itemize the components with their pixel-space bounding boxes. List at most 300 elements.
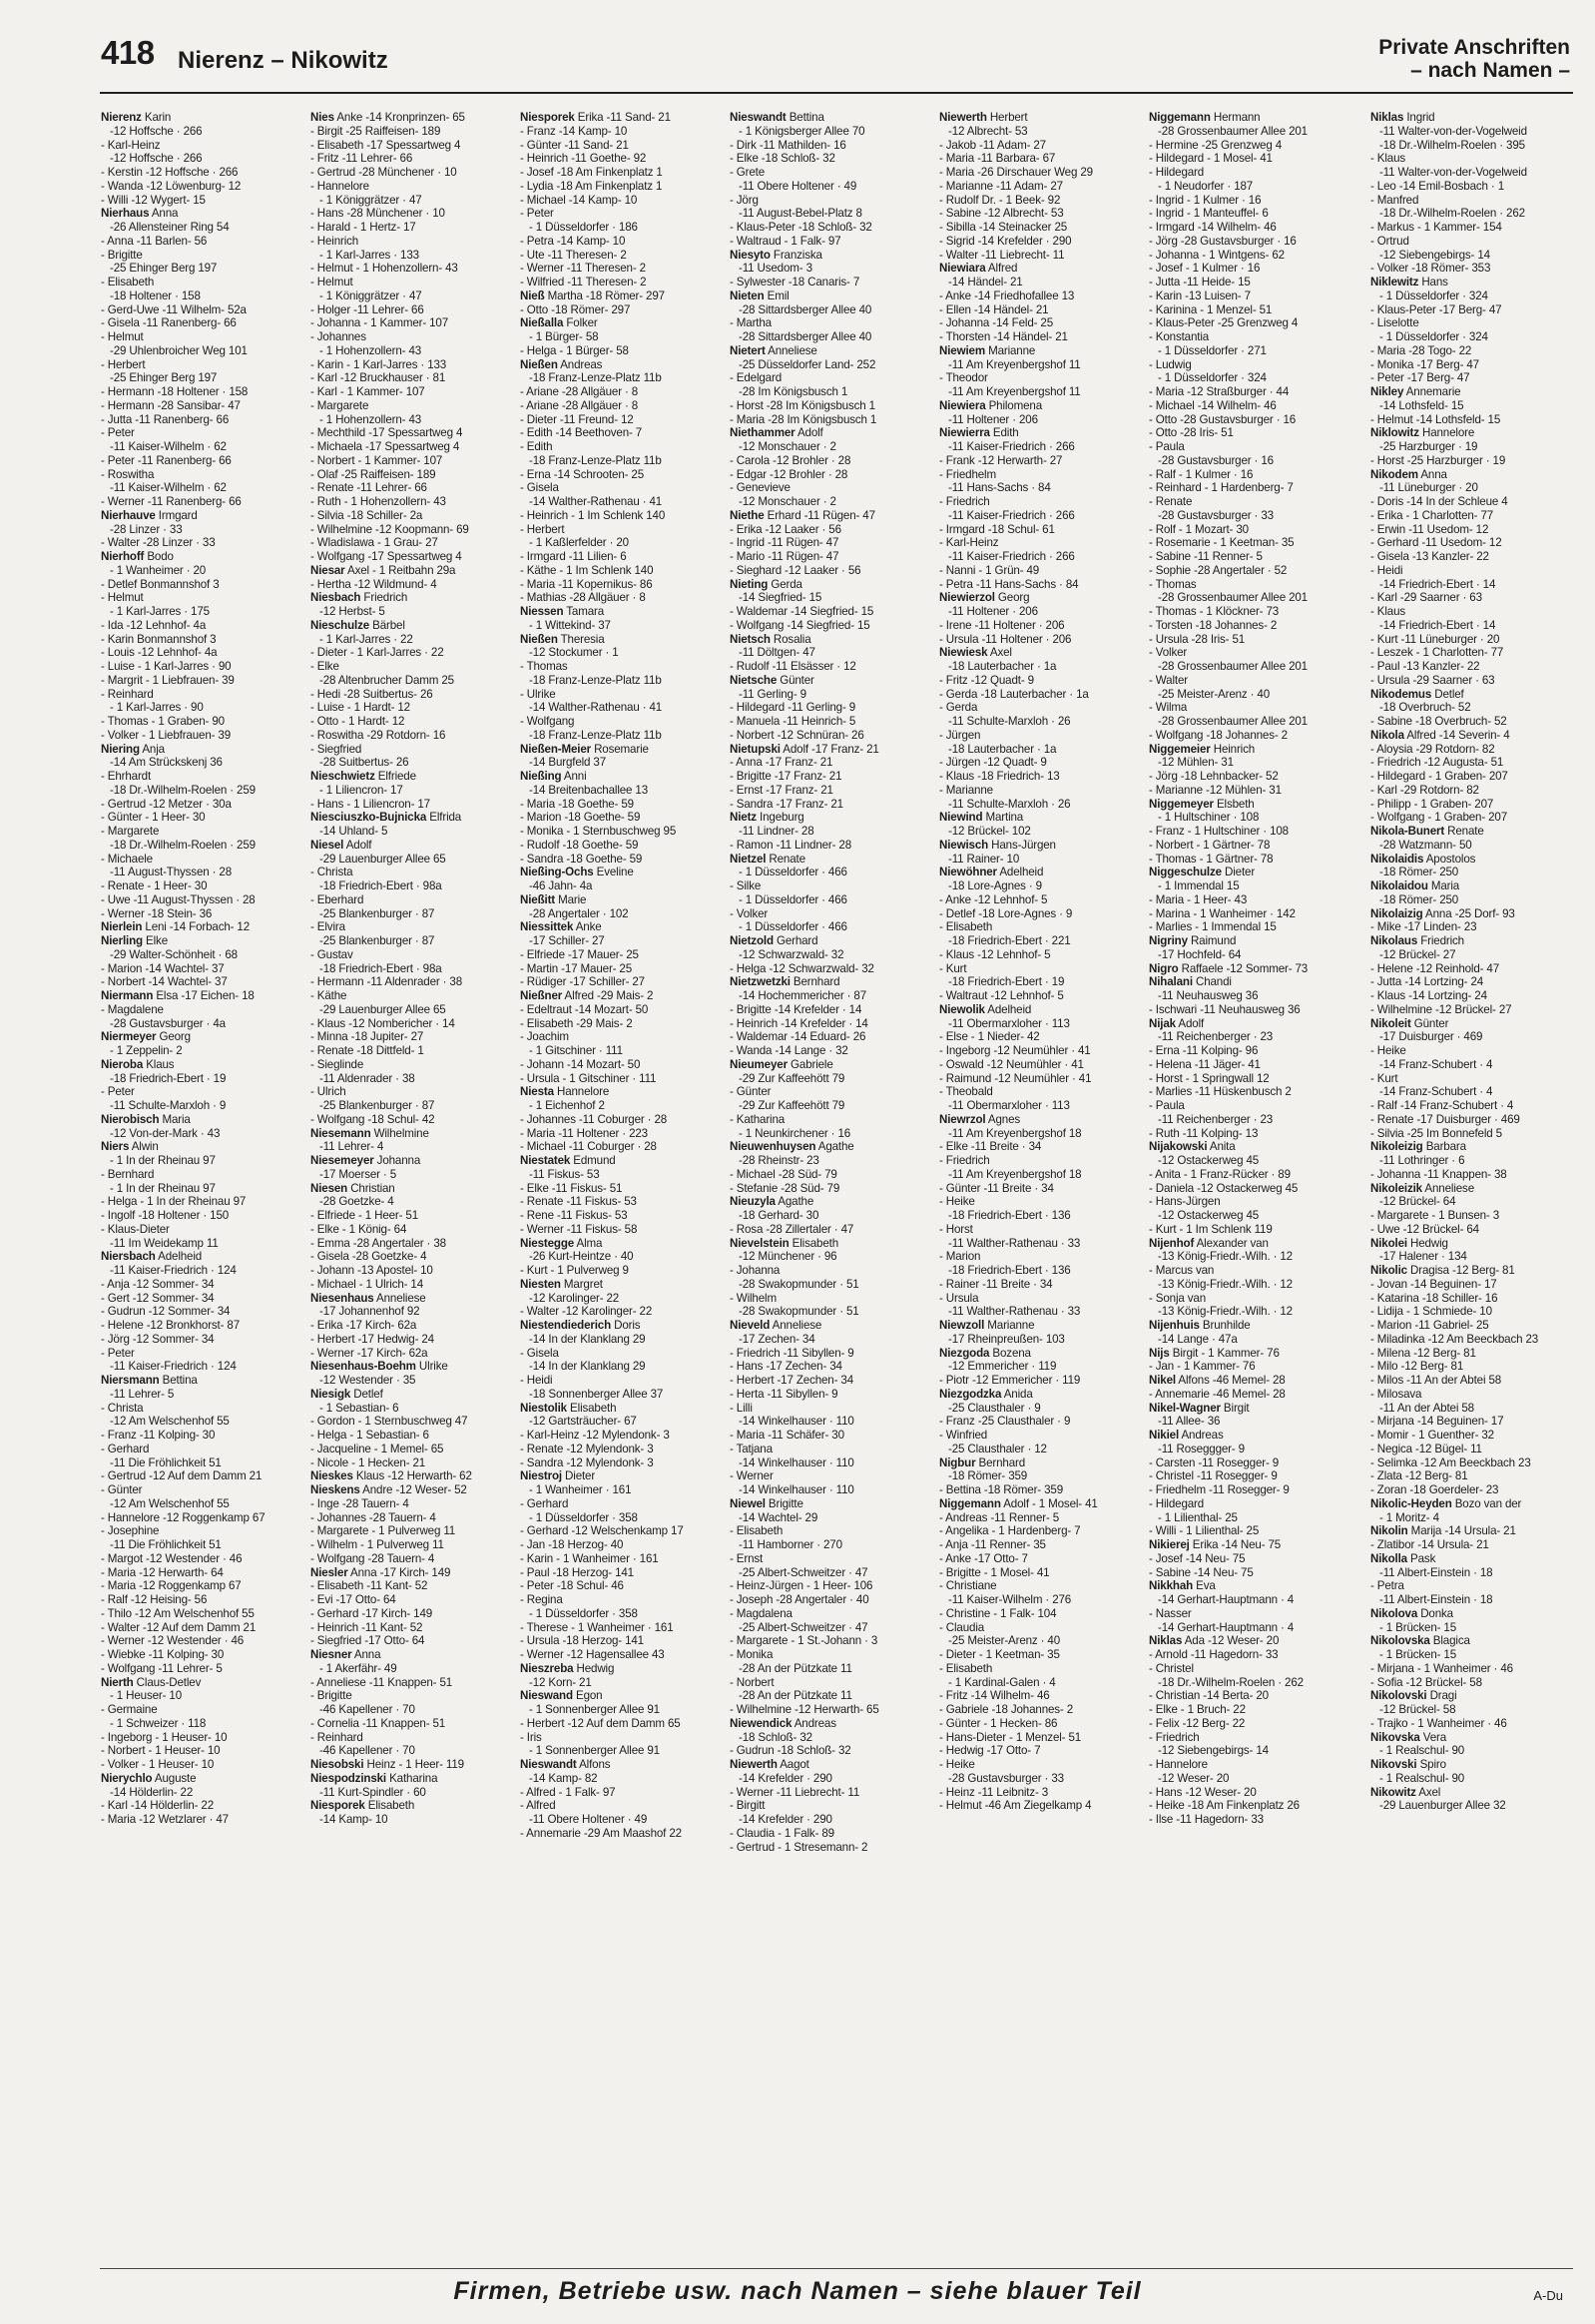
listing-entry: - Ute -11 Theresen- 2 bbox=[520, 248, 627, 262]
listing-entry: - Heike bbox=[939, 1758, 975, 1771]
listing-entry: - Helene -12 Bronkhorst- 87 bbox=[101, 1319, 241, 1332]
surname-entry: Nießen Andreas bbox=[520, 357, 603, 371]
listing-entry: - Genevieve bbox=[730, 481, 791, 495]
listing-entry: - Markus - 1 Kammer- 154 bbox=[1370, 221, 1502, 234]
listing-entry: - Irmgard -11 Lilien- 6 bbox=[520, 550, 627, 563]
listing-entry: - Rudolf -11 Elsässer · 12 bbox=[730, 660, 856, 673]
surname-entry: Niesler Anna -17 Kirch- 149 bbox=[310, 1565, 451, 1579]
address-line: -25 Blankenburger · 87 bbox=[319, 934, 435, 947]
listing-entry: - Maria -28 Togo- 22 bbox=[1370, 343, 1472, 357]
listing-entry: - Elke - 1 Bruch- 22 bbox=[1149, 1703, 1246, 1716]
surname-entry: Nierlein Leni -14 Forbach- 12 bbox=[101, 920, 251, 934]
address-line: -14 Händel- 21 bbox=[948, 276, 1023, 289]
listing-entry: - Zoran -18 Goerdeler- 23 bbox=[1370, 1483, 1499, 1496]
listing-entry: - Silvia -25 Im Bonnefeld 5 bbox=[1370, 1126, 1502, 1140]
listing-entry: - Emma -28 Angertaler · 38 bbox=[310, 1236, 446, 1250]
address-line: -11 Walter-von-der-Vogelweid bbox=[1379, 166, 1527, 179]
address-line: -25 Clausthaler · 12 bbox=[948, 1442, 1047, 1455]
address-line: -11 Allee- 36 bbox=[1158, 1415, 1221, 1429]
surname-entry: Nieumeyer Gabriele bbox=[730, 1057, 833, 1071]
listing-entry: - Erika -12 Laaker · 56 bbox=[730, 522, 841, 536]
address-line: -25 Albert-Schweitzer · 47 bbox=[739, 1565, 868, 1579]
address-line: -18 Römer- 359 bbox=[948, 1469, 1028, 1483]
listing-entry: - Ingrid -11 Rügen- 47 bbox=[730, 536, 839, 550]
surname-entry: Niestolik Elisabeth bbox=[520, 1401, 617, 1415]
address-line: - 1 Wanheimer · 20 bbox=[110, 563, 207, 577]
listing-entry: - Brigitte bbox=[310, 1689, 352, 1703]
surname-entry: Nikolaidis Apostolos bbox=[1370, 852, 1476, 866]
listing-entry: - Brigitte -14 Krefelder · 14 bbox=[730, 1002, 862, 1016]
listing-entry: - Helmut bbox=[101, 330, 144, 343]
surname-entry: Niessittek Anke bbox=[520, 920, 602, 934]
listing-entry: - Annemarie -46 Memel- 28 bbox=[1149, 1387, 1286, 1401]
address-line: -11 Lothringer · 6 bbox=[1379, 1154, 1465, 1167]
listing-entry: - Hermann -18 Holtener · 158 bbox=[101, 385, 249, 398]
address-line: -14 Friedrich-Ebert · 14 bbox=[1379, 618, 1496, 632]
address-line: -12 Albrecht- 53 bbox=[948, 124, 1028, 138]
listing-entry: - Heinrich - 1 Im Schlenk 140 bbox=[520, 508, 666, 522]
address-line: -12 Schwarzwald- 32 bbox=[739, 947, 844, 961]
listing-entry: - Heidi bbox=[1370, 563, 1403, 577]
listing-entry: - Gerhard bbox=[520, 1496, 569, 1510]
surname-entry: Nikley Annemarie bbox=[1370, 385, 1461, 398]
address-line: -25 Albert-Schweitzer · 47 bbox=[739, 1620, 868, 1634]
surname-entry: Nieskes Klaus -12 Herwarth- 62 bbox=[310, 1469, 472, 1483]
surname-entry: Nieting Gerda bbox=[730, 577, 802, 591]
listing-entry: - Stefanie -28 Süd- 79 bbox=[730, 1181, 840, 1195]
listing-entry: - Klaus bbox=[1370, 605, 1406, 618]
surname-entry: Niewel Brigitte bbox=[730, 1496, 803, 1510]
address-line: -14 Gerhart-Hauptmann · 4 bbox=[1158, 1593, 1295, 1606]
listing-entry: - Manfred bbox=[1370, 193, 1419, 207]
listing-entry: - Wiebke -11 Kolping- 30 bbox=[101, 1648, 225, 1661]
surname-entry: Nijak Adolf bbox=[1149, 1016, 1205, 1030]
listing-entry: - Thilo -12 Am Welschenhof 55 bbox=[101, 1606, 255, 1620]
address-line: -25 Harzburger · 19 bbox=[1379, 440, 1478, 453]
listing-entry: - Gert -12 Sommer- 34 bbox=[101, 1291, 215, 1305]
listing-entry: - Werner -17 Kirch- 62a bbox=[310, 1346, 428, 1360]
address-line: -28 An der Pützkate 11 bbox=[739, 1661, 852, 1675]
surname-entry: Nikoleit Günter bbox=[1370, 1016, 1449, 1030]
address-line: - 1 In der Rheinau 97 bbox=[110, 1181, 216, 1195]
listing-entry: - Sieghard -12 Laaker · 56 bbox=[730, 563, 861, 577]
address-line: -11 Lehrer- 4 bbox=[319, 1140, 384, 1154]
listing-entry: - Michael -14 Kamp- 10 bbox=[520, 193, 638, 207]
listing-entry: - Dirk -11 Mathilden- 16 bbox=[730, 138, 846, 152]
listing-entry: - Hans-Jürgen bbox=[1149, 1195, 1221, 1209]
surname-entry: Nierychlo Auguste bbox=[101, 1771, 197, 1785]
address-line: - 1 Hultschiner · 108 bbox=[1158, 811, 1260, 825]
surname-entry: Niesyto Franziska bbox=[730, 248, 822, 262]
surname-entry: Niesen Christian bbox=[310, 1181, 395, 1195]
listing-entry: - Brigitte bbox=[101, 248, 143, 262]
address-line: -18 Friedrich-Ebert · 19 bbox=[948, 975, 1065, 989]
address-line: -12 Von-der-Mark · 43 bbox=[110, 1126, 221, 1140]
listing-entry: - Friedrich bbox=[939, 495, 990, 508]
address-line: - 1 Heuser- 10 bbox=[110, 1689, 183, 1703]
listing-entry: - Thomas bbox=[1149, 577, 1197, 591]
address-line: -12 Weser- 20 bbox=[1158, 1771, 1230, 1785]
listing-entry: - Marion bbox=[939, 1250, 981, 1264]
listing-entry: - Ingeborg -12 Neumühler · 41 bbox=[939, 1044, 1091, 1057]
section-title: Private Anschriften bbox=[1378, 36, 1570, 59]
listing-entry: - Mario -11 Rügen- 47 bbox=[730, 550, 839, 563]
address-line: - 1 Bürger- 58 bbox=[529, 330, 599, 343]
listing-entry: - Evi -17 Otto- 64 bbox=[310, 1593, 396, 1606]
address-line: - 1 Neunkirchener · 16 bbox=[739, 1126, 851, 1140]
listing-entry: - Gisela -28 Goetzke- 4 bbox=[310, 1250, 427, 1264]
listing-entry: - Irmgard -18 Schul- 61 bbox=[939, 522, 1055, 536]
address-line: - 1 Karl-Jarres · 22 bbox=[319, 632, 413, 646]
listing-entry: - Holger -11 Lehrer- 66 bbox=[310, 302, 424, 316]
listing-entry: - Karl -12 Bruckhauser · 81 bbox=[310, 371, 446, 385]
address-line: -28 Angertaler · 102 bbox=[529, 906, 629, 920]
address-line: -28 Grossenbaumer Allee 201 bbox=[1158, 715, 1308, 728]
listing-entry: - Jörg -12 Sommer- 34 bbox=[101, 1332, 215, 1346]
address-line: -46 Kapellener · 70 bbox=[319, 1744, 415, 1758]
surname-entry: Nietsch Rosalia bbox=[730, 632, 811, 646]
surname-entry: Niesel Adolf bbox=[310, 838, 372, 852]
listing-entry: - Sandra -18 Goethe- 59 bbox=[520, 852, 643, 866]
listing-entry: - Nicole - 1 Hecken- 21 bbox=[310, 1455, 426, 1469]
surname-entry: Nikolic-Heyden Bozo van der bbox=[1370, 1496, 1522, 1510]
address-line: -18 Franz-Lenze-Platz 11b bbox=[529, 673, 662, 687]
address-line: -11 Im Weidekamp 11 bbox=[110, 1236, 219, 1250]
listing-entry: - Helmut - 1 Hohenzollern- 43 bbox=[310, 262, 458, 276]
listing-entry: - Torsten -18 Johannes- 2 bbox=[1149, 618, 1278, 632]
listing-entry: - Thomas - 1 Gärtner- 78 bbox=[1149, 852, 1274, 866]
address-line: -25 Meister-Arenz · 40 bbox=[948, 1634, 1061, 1648]
listing-entry: - Erwin -11 Usedom- 12 bbox=[1370, 522, 1489, 536]
address-line: -12 Münchener · 96 bbox=[739, 1250, 837, 1264]
address-line: -25 Düsseldorfer Land- 252 bbox=[739, 357, 876, 371]
listing-entry: - Mirjana -14 Beguinen- 17 bbox=[1370, 1415, 1504, 1429]
surname-entry: Niestatek Edmund bbox=[520, 1154, 616, 1167]
listing-entry: - Rudolf -18 Goethe- 59 bbox=[520, 838, 639, 852]
address-line: - 1 Kaßlerfelder · 20 bbox=[529, 536, 629, 550]
listing-entry: - Wolfgang -17 Spessartweg 4 bbox=[310, 550, 462, 563]
address-line: -11 Schulte-Marxloh · 9 bbox=[110, 1099, 227, 1112]
listing-entry: - Margrit - 1 Liebfrauen- 39 bbox=[101, 673, 235, 687]
surname-entry: Niewzoll Marianne bbox=[939, 1319, 1035, 1332]
listing-entry: - Johanna - 1 Kammer- 107 bbox=[310, 316, 449, 330]
address-line: - 1 Zeppelin- 2 bbox=[110, 1044, 183, 1057]
listing-entry: - Philipp - 1 Graben- 207 bbox=[1370, 797, 1494, 811]
listing-entry: - Ernst -17 Franz- 21 bbox=[730, 783, 833, 797]
listing-entry: - Hannelore bbox=[1149, 1758, 1208, 1771]
address-line: -18 Dr.-Wilhelm-Roelen · 395 bbox=[1379, 138, 1525, 152]
listing-entry: - Annemarie -29 Am Maashof 22 bbox=[520, 1826, 682, 1840]
address-line: -18 Franz-Lenze-Platz 11b bbox=[529, 371, 662, 385]
address-line: -28 Gustavsburger · 33 bbox=[948, 1771, 1064, 1785]
surname-entry: Niers Alwin bbox=[101, 1140, 159, 1154]
listing-entry: - Claudia - 1 Falk- 89 bbox=[730, 1826, 834, 1840]
listing-entry: - Rosemarie - 1 Keetman- 35 bbox=[1149, 536, 1295, 550]
address-line: -17 Hochfeld- 64 bbox=[1158, 947, 1242, 961]
listing-entry: - Marina - 1 Wanheimer · 142 bbox=[1149, 906, 1296, 920]
surname-entry: Nierobisch Maria bbox=[101, 1112, 191, 1126]
address-line: -28 Gustavsburger · 33 bbox=[1158, 508, 1274, 522]
listing-entry: - Edith -14 Beethoven- 7 bbox=[520, 426, 643, 440]
surname-entry: Nietz Ingeburg bbox=[730, 811, 804, 825]
listing-entry: - Renate -12 Mylendonk- 3 bbox=[520, 1442, 654, 1455]
listing-entry: - Maria -18 Goethe- 59 bbox=[520, 797, 634, 811]
address-line: - 1 Brücken- 15 bbox=[1379, 1620, 1457, 1634]
listing-entry: - Günter -11 Breite · 34 bbox=[939, 1181, 1054, 1195]
directory-column-1 bbox=[101, 111, 300, 2265]
address-line: -46 Jahn- 4a bbox=[529, 879, 593, 892]
surname-entry: Nikowitz Axel bbox=[1370, 1785, 1441, 1799]
listing-entry: - Christine - 1 Falk- 104 bbox=[939, 1606, 1057, 1620]
surname-entry: Nieskens Andre -12 Weser- 52 bbox=[310, 1483, 467, 1496]
listing-entry: - Hedi -28 Suitbertus- 26 bbox=[310, 687, 433, 701]
listing-entry: - Iris bbox=[520, 1730, 542, 1744]
listing-entry: - Milena -12 Berg- 81 bbox=[1370, 1346, 1476, 1360]
listing-entry: - Marion -18 Goethe- 59 bbox=[520, 811, 641, 825]
address-line: - 1 Realschul- 90 bbox=[1379, 1744, 1465, 1758]
listing-entry: - Elisabeth bbox=[101, 276, 155, 289]
address-line: -14 Kamp- 10 bbox=[319, 1813, 388, 1826]
listing-entry: - Wolfgang - 1 Graben- 207 bbox=[1370, 811, 1508, 825]
listing-entry: - Werner -11 Liebrecht- 11 bbox=[730, 1785, 860, 1799]
listing-entry: - Elisabeth bbox=[939, 920, 993, 934]
listing-entry: - Johannes -11 Coburger · 28 bbox=[520, 1112, 668, 1126]
listing-entry: - Milosava bbox=[1370, 1387, 1422, 1401]
listing-entry: - Jörg bbox=[730, 193, 759, 207]
listing-entry: - Petra -14 Kamp- 10 bbox=[520, 234, 626, 248]
listing-entry: - Marion -14 Wachtel- 37 bbox=[101, 961, 225, 975]
listing-entry: - Detlef Bonmannshof 3 bbox=[101, 577, 220, 591]
listing-entry: - Norbert -12 Schnüran- 26 bbox=[730, 728, 864, 742]
surname-entry: Niersbach Adelheid bbox=[101, 1250, 203, 1264]
listing-entry: - Andreas -11 Renner- 5 bbox=[939, 1510, 1060, 1524]
listing-entry: - Michael -14 Wilhelm- 46 bbox=[1149, 398, 1277, 412]
listing-entry: - Hannelore -12 Roggenkamp 67 bbox=[101, 1510, 266, 1524]
listing-entry: - Jakob -11 Adam- 27 bbox=[939, 138, 1046, 152]
surname-entry: Nierenz Karin bbox=[101, 111, 172, 124]
address-line: -18 Overbruch- 52 bbox=[1379, 701, 1471, 715]
listing-entry: - Helga - 1 Bürger- 58 bbox=[520, 343, 629, 357]
listing-entry: - Aloysia -29 Rotdorn- 82 bbox=[1370, 742, 1495, 756]
listing-entry: - Maria -12 Roggenkamp 67 bbox=[101, 1579, 242, 1593]
address-line: -29 Lauenburger Allee 32 bbox=[1379, 1799, 1506, 1813]
address-line: - 1 Kardinal-Galen · 4 bbox=[948, 1675, 1056, 1689]
address-line: -18 Holtener · 158 bbox=[110, 289, 201, 302]
surname-entry: Nieuwenhuysen Agathe bbox=[730, 1140, 854, 1154]
listing-entry: - Elisabeth bbox=[939, 1661, 993, 1675]
address-line: -17 Zechen- 34 bbox=[739, 1332, 815, 1346]
listing-entry: - Erna -11 Kolping- 96 bbox=[1149, 1044, 1259, 1057]
address-line: -26 Kurt-Heintze · 40 bbox=[529, 1250, 634, 1264]
address-line: -11 Kaiser-Friedrich · 124 bbox=[110, 1264, 237, 1277]
listing-entry: - Minna -18 Jupiter- 27 bbox=[310, 1030, 424, 1044]
listing-entry: - Anja -11 Renner- 35 bbox=[939, 1538, 1046, 1551]
surname-entry: Nies Anke -14 Kronprinzen- 65 bbox=[310, 111, 465, 124]
surname-entry: Niewiera Philomena bbox=[939, 398, 1043, 412]
surname-entry: Niewind Martina bbox=[939, 811, 1024, 825]
listing-entry: - Joseph -28 Angertaler · 40 bbox=[730, 1593, 869, 1606]
listing-entry: - Elke -11 Fiskus- 51 bbox=[520, 1181, 623, 1195]
listing-entry: - Waltraut -12 Lehnhof- 5 bbox=[939, 989, 1064, 1002]
listing-entry: - Helmut -14 Lothsfeld- 15 bbox=[1370, 412, 1501, 426]
address-line: -18 Lauterbacher · 1a bbox=[948, 742, 1057, 756]
listing-entry: - Silke bbox=[730, 879, 762, 892]
listing-entry: - Monika - 1 Sternbuschweg 95 bbox=[520, 825, 677, 838]
address-line: -14 Hochemmericher · 87 bbox=[739, 989, 866, 1002]
directory-column-7 bbox=[1370, 111, 1570, 2265]
surname-entry: Nießner Alfred -29 Mais- 2 bbox=[520, 989, 654, 1002]
address-line: -28 Sittardsberger Allee 40 bbox=[739, 330, 872, 343]
address-line: -11 Walther-Rathenau · 33 bbox=[948, 1305, 1081, 1319]
surname-entry: Nieswandt Bettina bbox=[730, 111, 824, 124]
address-line: -17 Rheinpreußen- 103 bbox=[948, 1332, 1065, 1346]
surname-entry: Niermeyer Georg bbox=[101, 1030, 191, 1044]
footer-rule bbox=[100, 2268, 1573, 2269]
listing-entry: - Jutta -11 Heide- 15 bbox=[1149, 276, 1251, 289]
listing-entry: - Karinina - 1 Menzel- 51 bbox=[1149, 302, 1273, 316]
address-line: -11 Reichenberger · 23 bbox=[1158, 1030, 1274, 1044]
listing-entry: - Paula bbox=[1149, 440, 1185, 453]
surname-entry: Niesobski Heinz - 1 Heer- 119 bbox=[310, 1758, 464, 1771]
listing-entry: - Christiane bbox=[939, 1579, 997, 1593]
listing-entry: - Thorsten -14 Händel- 21 bbox=[939, 330, 1068, 343]
listing-entry: - Wolfgang -14 Siegfried- 15 bbox=[730, 618, 870, 632]
listing-entry: - Elke - 1 König- 64 bbox=[310, 1222, 407, 1236]
listing-entry: - Helena -11 Jäger- 41 bbox=[1149, 1057, 1261, 1071]
listing-entry: - Heinrich bbox=[310, 234, 359, 248]
listing-entry: - Margarete - 1 Pulverweg 11 bbox=[310, 1524, 456, 1538]
listing-entry: - Mechthild -17 Spessartweg 4 bbox=[310, 426, 463, 440]
surname-entry: Niesner Anna bbox=[310, 1648, 381, 1661]
address-line: - 1 Königsberger Allee 70 bbox=[739, 124, 865, 138]
address-line: - 1 Hohenzollern- 43 bbox=[319, 412, 422, 426]
surname-entry: Nikoleizik Anneliese bbox=[1370, 1181, 1474, 1195]
address-line: -29 Zur Kaffeehött 79 bbox=[739, 1071, 845, 1085]
listing-entry: - Michaela -17 Spessartweg 4 bbox=[310, 440, 460, 453]
address-line: - 1 Brücken- 15 bbox=[1379, 1648, 1457, 1661]
listing-entry: - Gertrud -12 Metzer · 30a bbox=[101, 797, 232, 811]
listing-entry: - Anna -17 Franz- 21 bbox=[730, 756, 833, 770]
directory-column-3 bbox=[520, 111, 720, 2265]
address-line: - 1 Karl-Jarres · 175 bbox=[110, 605, 210, 618]
surname-entry: Nikolic Dragisa -12 Berg- 81 bbox=[1370, 1264, 1515, 1277]
listing-entry: - Christel -11 Rosegger- 9 bbox=[1149, 1469, 1278, 1483]
address-line: -18 Lore-Agnes · 9 bbox=[948, 879, 1042, 892]
listing-entry: - Miladinka -12 Am Beeckbach 23 bbox=[1370, 1332, 1539, 1346]
address-line: - 1 Düsseldorfer · 358 bbox=[529, 1510, 638, 1524]
address-line: -11 Lindner- 28 bbox=[739, 825, 814, 838]
listing-entry: - Theobald bbox=[939, 1085, 993, 1099]
listing-entry: - Gabriele -18 Johannes- 2 bbox=[939, 1703, 1074, 1716]
listing-entry: - Anja -12 Sommer- 34 bbox=[101, 1277, 215, 1291]
listing-entry: - Doris -14 In der Schleue 4 bbox=[1370, 495, 1508, 508]
listing-entry: - Siegfried bbox=[310, 742, 362, 756]
address-line: -14 Hölderlin- 22 bbox=[110, 1785, 194, 1799]
surname-entry: Niewrzol Agnes bbox=[939, 1112, 1021, 1126]
listing-entry: - Gertrud -12 Auf dem Damm 21 bbox=[101, 1469, 263, 1483]
address-line: - 1 Düsseldorfer · 358 bbox=[529, 1606, 638, 1620]
listing-entry: - Else - 1 Nieder- 42 bbox=[939, 1030, 1040, 1044]
listing-entry: - Karl -29 Rotdorn- 82 bbox=[1370, 783, 1479, 797]
address-line: - 1 Königgrätzer · 47 bbox=[319, 289, 422, 302]
listing-entry: - Heinz -11 Leibnitz- 3 bbox=[939, 1785, 1049, 1799]
listing-entry: - Jan -18 Herzog- 40 bbox=[520, 1538, 624, 1551]
page-number: 418 bbox=[101, 34, 155, 71]
listing-entry: - Ida -12 Lehnhof- 4a bbox=[101, 618, 207, 632]
address-line: -28 Watzmann- 50 bbox=[1379, 838, 1472, 852]
address-line: -25 Ehinger Berg 197 bbox=[110, 371, 218, 385]
surname-entry: Nihalani Chandi bbox=[1149, 975, 1232, 989]
listing-entry: - Fritz -14 Wilhelm- 46 bbox=[939, 1689, 1050, 1703]
listing-entry: - Otto - 1 Hardt- 12 bbox=[310, 715, 405, 728]
surname-entry: Niesporek Erika -11 Sand- 21 bbox=[520, 111, 671, 124]
address-line: -25 Meister-Arenz · 40 bbox=[1158, 687, 1271, 701]
listing-entry: - Magdalene bbox=[101, 1002, 164, 1016]
listing-entry: - Helmut bbox=[310, 276, 353, 289]
listing-entry: - Werner -12 Hagensallee 43 bbox=[520, 1648, 665, 1661]
address-line: - 1 Akerfähr- 49 bbox=[319, 1661, 397, 1675]
listing-entry: - Karin - 1 Wanheimer · 161 bbox=[520, 1551, 659, 1565]
address-line: - 1 Düsseldorfer · 324 bbox=[1158, 371, 1267, 385]
listing-entry: - Wladislawa - 1 Grau- 27 bbox=[310, 536, 438, 550]
surname-entry: Niestroj Dieter bbox=[520, 1469, 596, 1483]
address-line: -17 Schiller- 27 bbox=[529, 934, 605, 947]
listing-entry: - Horst - 1 Springwall 12 bbox=[1149, 1071, 1270, 1085]
listing-entry: - Zlatibor -14 Ursula- 21 bbox=[1370, 1538, 1489, 1551]
address-line: -12 Westender · 35 bbox=[319, 1374, 416, 1387]
listing-entry: - Wolfgang -11 Lehrer- 5 bbox=[101, 1661, 223, 1675]
surname-entry: Nikiel Andreas bbox=[1149, 1429, 1224, 1442]
address-line: -29 Zur Kaffeehött 79 bbox=[739, 1099, 845, 1112]
listing-entry: - Peter -17 Berg- 47 bbox=[1370, 371, 1470, 385]
surname-entry: Nikolla Pask bbox=[1370, 1551, 1436, 1565]
listing-entry: - Milo -12 Berg- 81 bbox=[1370, 1360, 1464, 1374]
address-line: -11 Aldenrader · 38 bbox=[319, 1071, 415, 1085]
address-line: -46 Kapellener · 70 bbox=[319, 1703, 415, 1716]
listing-entry: - Jörg -28 Gustavsburger · 16 bbox=[1149, 234, 1297, 248]
listing-entry: - Louis -12 Lehnhof- 4a bbox=[101, 646, 218, 660]
listing-entry: - Josef - 1 Kulmer · 16 bbox=[1149, 262, 1261, 276]
listing-entry: - Ingeborg - 1 Heuser- 10 bbox=[101, 1730, 228, 1744]
address-line: - 1 Düsseldorfer · 466 bbox=[739, 892, 847, 906]
listing-entry: - Gerd-Uwe -11 Wilhelm- 52a bbox=[101, 302, 247, 316]
listing-entry: - Erika -17 Kirch- 62a bbox=[310, 1319, 417, 1332]
listing-entry: - Maria - 1 Heer- 43 bbox=[1149, 892, 1248, 906]
address-line: -11 Kaiser-Friedrich · 266 bbox=[948, 550, 1075, 563]
listing-entry: - Ernst bbox=[730, 1551, 764, 1565]
address-line: -18 Dr.-Wilhelm-Roelen · 259 bbox=[110, 783, 256, 797]
listing-entry: - Christa bbox=[101, 1401, 144, 1415]
address-line: -18 Lauterbacher · 1a bbox=[948, 660, 1057, 673]
listing-entry: - Kurt - 1 Im Schlenk 119 bbox=[1149, 1222, 1273, 1236]
listing-entry: - Monika -17 Berg- 47 bbox=[1370, 357, 1479, 371]
surname-entry: Niesta Hannelore bbox=[520, 1085, 610, 1099]
listing-entry: - Sophie -28 Angertaler · 52 bbox=[1149, 563, 1288, 577]
address-line: -14 Lange · 47a bbox=[1158, 1332, 1238, 1346]
address-line: -28 Gustavsburger · 4a bbox=[110, 1016, 226, 1030]
address-line: -11 An der Abtei 58 bbox=[1379, 1401, 1474, 1415]
listing-entry: - Wanda -12 Löwenburg- 12 bbox=[101, 179, 242, 193]
listing-entry: - Klaus -12 Lehnhof- 5 bbox=[939, 947, 1051, 961]
listing-entry: - Ariane -28 Allgäuer · 8 bbox=[520, 385, 639, 398]
address-line: -14 Friedrich-Ebert · 14 bbox=[1379, 577, 1496, 591]
listing-entry: - Karl -29 Saarner · 63 bbox=[1370, 591, 1482, 605]
listing-entry: - Ortrud bbox=[1370, 234, 1409, 248]
listing-entry: - Günter -11 Sand- 21 bbox=[520, 138, 629, 152]
surname-entry: Niewöhner Adelheid bbox=[939, 866, 1044, 879]
surname-entry: Niklewitz Hans bbox=[1370, 276, 1448, 289]
surname-entry: Nießen Theresia bbox=[520, 632, 605, 646]
